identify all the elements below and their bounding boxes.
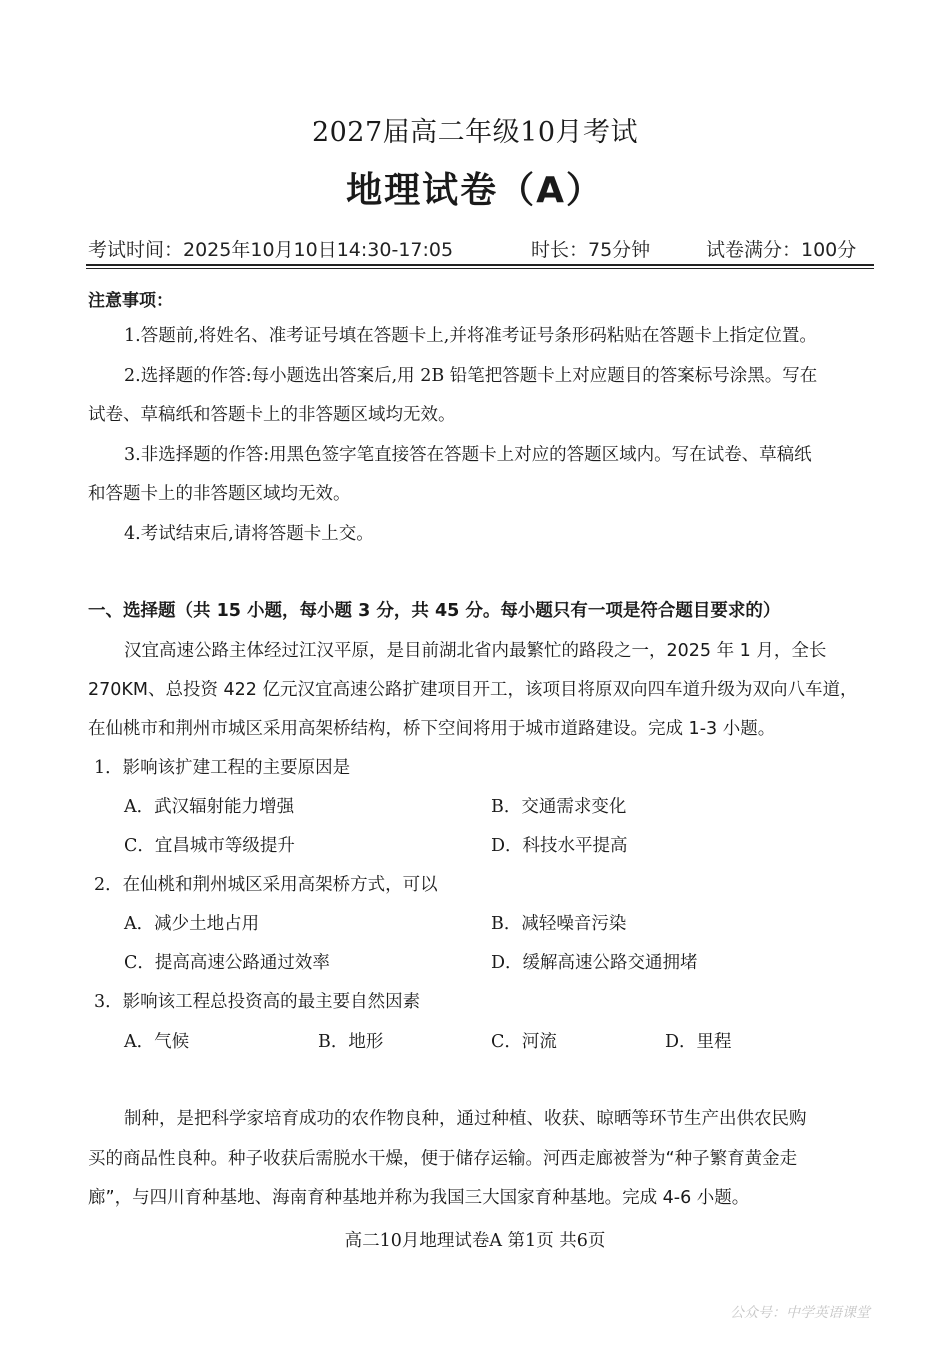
note-3-line1: 3.非选择题的作答:用黑色签字笔直接答在答题卡上对应的答题区域内。写在试卷、草稿纸 bbox=[124, 445, 812, 465]
question-3-option-c: C．河流 bbox=[491, 1032, 557, 1052]
note-4: 4.考试结束后,请将答题卡上交。 bbox=[124, 524, 374, 544]
note-3-line2: 和答题卡上的非答题区域均无效。 bbox=[88, 484, 351, 504]
note-2-line1: 2.选择题的作答:每小题选出答案后,用 2B 铅笔把答题卡上对应题目的答案标号涂黑。写在 bbox=[124, 366, 818, 386]
passage2-line3: 廊”，与四川育种基地、海南育种基地并称为我国三大国家育种基地。完成 4-6 小题。 bbox=[88, 1188, 750, 1208]
question-2-option-a: A．减少土地占用 bbox=[124, 914, 260, 934]
page-footer: 高二10月地理试卷A 第1页 共6页 bbox=[344, 1231, 606, 1251]
note-1: 1.答题前,将姓名、准考证号填在答题卡上,并将准考证号条形码粘贴在答题卡上指定位置。 bbox=[124, 326, 817, 346]
question-3-option-d: D．里程 bbox=[665, 1032, 732, 1052]
passage1-line1: 汉宜高速公路主体经过江汉平原，是目前湖北省内最繁忙的路段之一，2025 年 1 月，全长 bbox=[124, 641, 827, 661]
question-2-option-b: B．减轻噪音污染 bbox=[491, 914, 627, 934]
subject-title: 地理试卷（A） bbox=[346, 170, 604, 211]
question-2-stem: 2．在仙桃和荆州城区采用高架桥方式，可以 bbox=[94, 875, 438, 895]
question-3-option-b: B．地形 bbox=[318, 1032, 384, 1052]
question-2-option-c: C．提高高速公路通过效率 bbox=[124, 953, 330, 973]
question-1-option-c: C．宜昌城市等级提升 bbox=[124, 836, 295, 856]
watermark: 公众号：中学英语课堂 bbox=[730, 1305, 870, 1321]
passage1-line2: 270KM、总投资 422 亿元汉宜高速公路扩建项目开工，该项目将原双向四车道升级为双向八车道， bbox=[88, 680, 858, 700]
header-rule-thin bbox=[86, 268, 874, 269]
passage2-line1: 制种，是把科学家培育成功的农作物良种，通过种植、收获、晾晒等环节生产出供农民购 bbox=[124, 1109, 807, 1129]
question-1-option-b: B．交通需求变化 bbox=[491, 797, 627, 817]
question-3-stem: 3．影响该工程总投资高的最主要自然因素 bbox=[94, 992, 421, 1012]
exam-time: 考试时间：2025年10月10日14:30-17:05 bbox=[88, 239, 454, 261]
note-2-line2: 试卷、草稿纸和答题卡上的非答题区域均无效。 bbox=[88, 405, 456, 425]
question-1-option-a: A．武汉辐射能力增强 bbox=[124, 797, 295, 817]
question-3-option-a: A．气候 bbox=[124, 1032, 190, 1052]
exam-duration: 时长：75分钟 bbox=[531, 239, 651, 261]
exam-title: 2027届高二年级10月考试 bbox=[311, 117, 639, 148]
passage1-line3: 在仙桃市和荆州市城区采用高架桥结构，桥下空间将用于城市道路建设。完成 1-3 小题。 bbox=[88, 719, 776, 739]
section-title: 一、选择题（共 15 小题，每小题 3 分，共 45 分。每小题只有一项是符合题目要求的） bbox=[88, 601, 781, 621]
question-2-option-d: D．缓解高速公路交通拥堵 bbox=[491, 953, 698, 973]
question-1-stem: 1．影响该扩建工程的主要原因是 bbox=[94, 758, 351, 778]
passage2-line2: 买的商品性良种。种子收获后需脱水干燥，便于储存运输。河西走廊被誉为“种子繁育黄金走 bbox=[88, 1149, 798, 1169]
notes-title: 注意事项： bbox=[88, 291, 173, 311]
header-rule-thick bbox=[86, 264, 874, 266]
full-score: 试卷满分：100分 bbox=[706, 239, 857, 261]
question-1-option-d: D．科技水平提高 bbox=[491, 836, 628, 856]
